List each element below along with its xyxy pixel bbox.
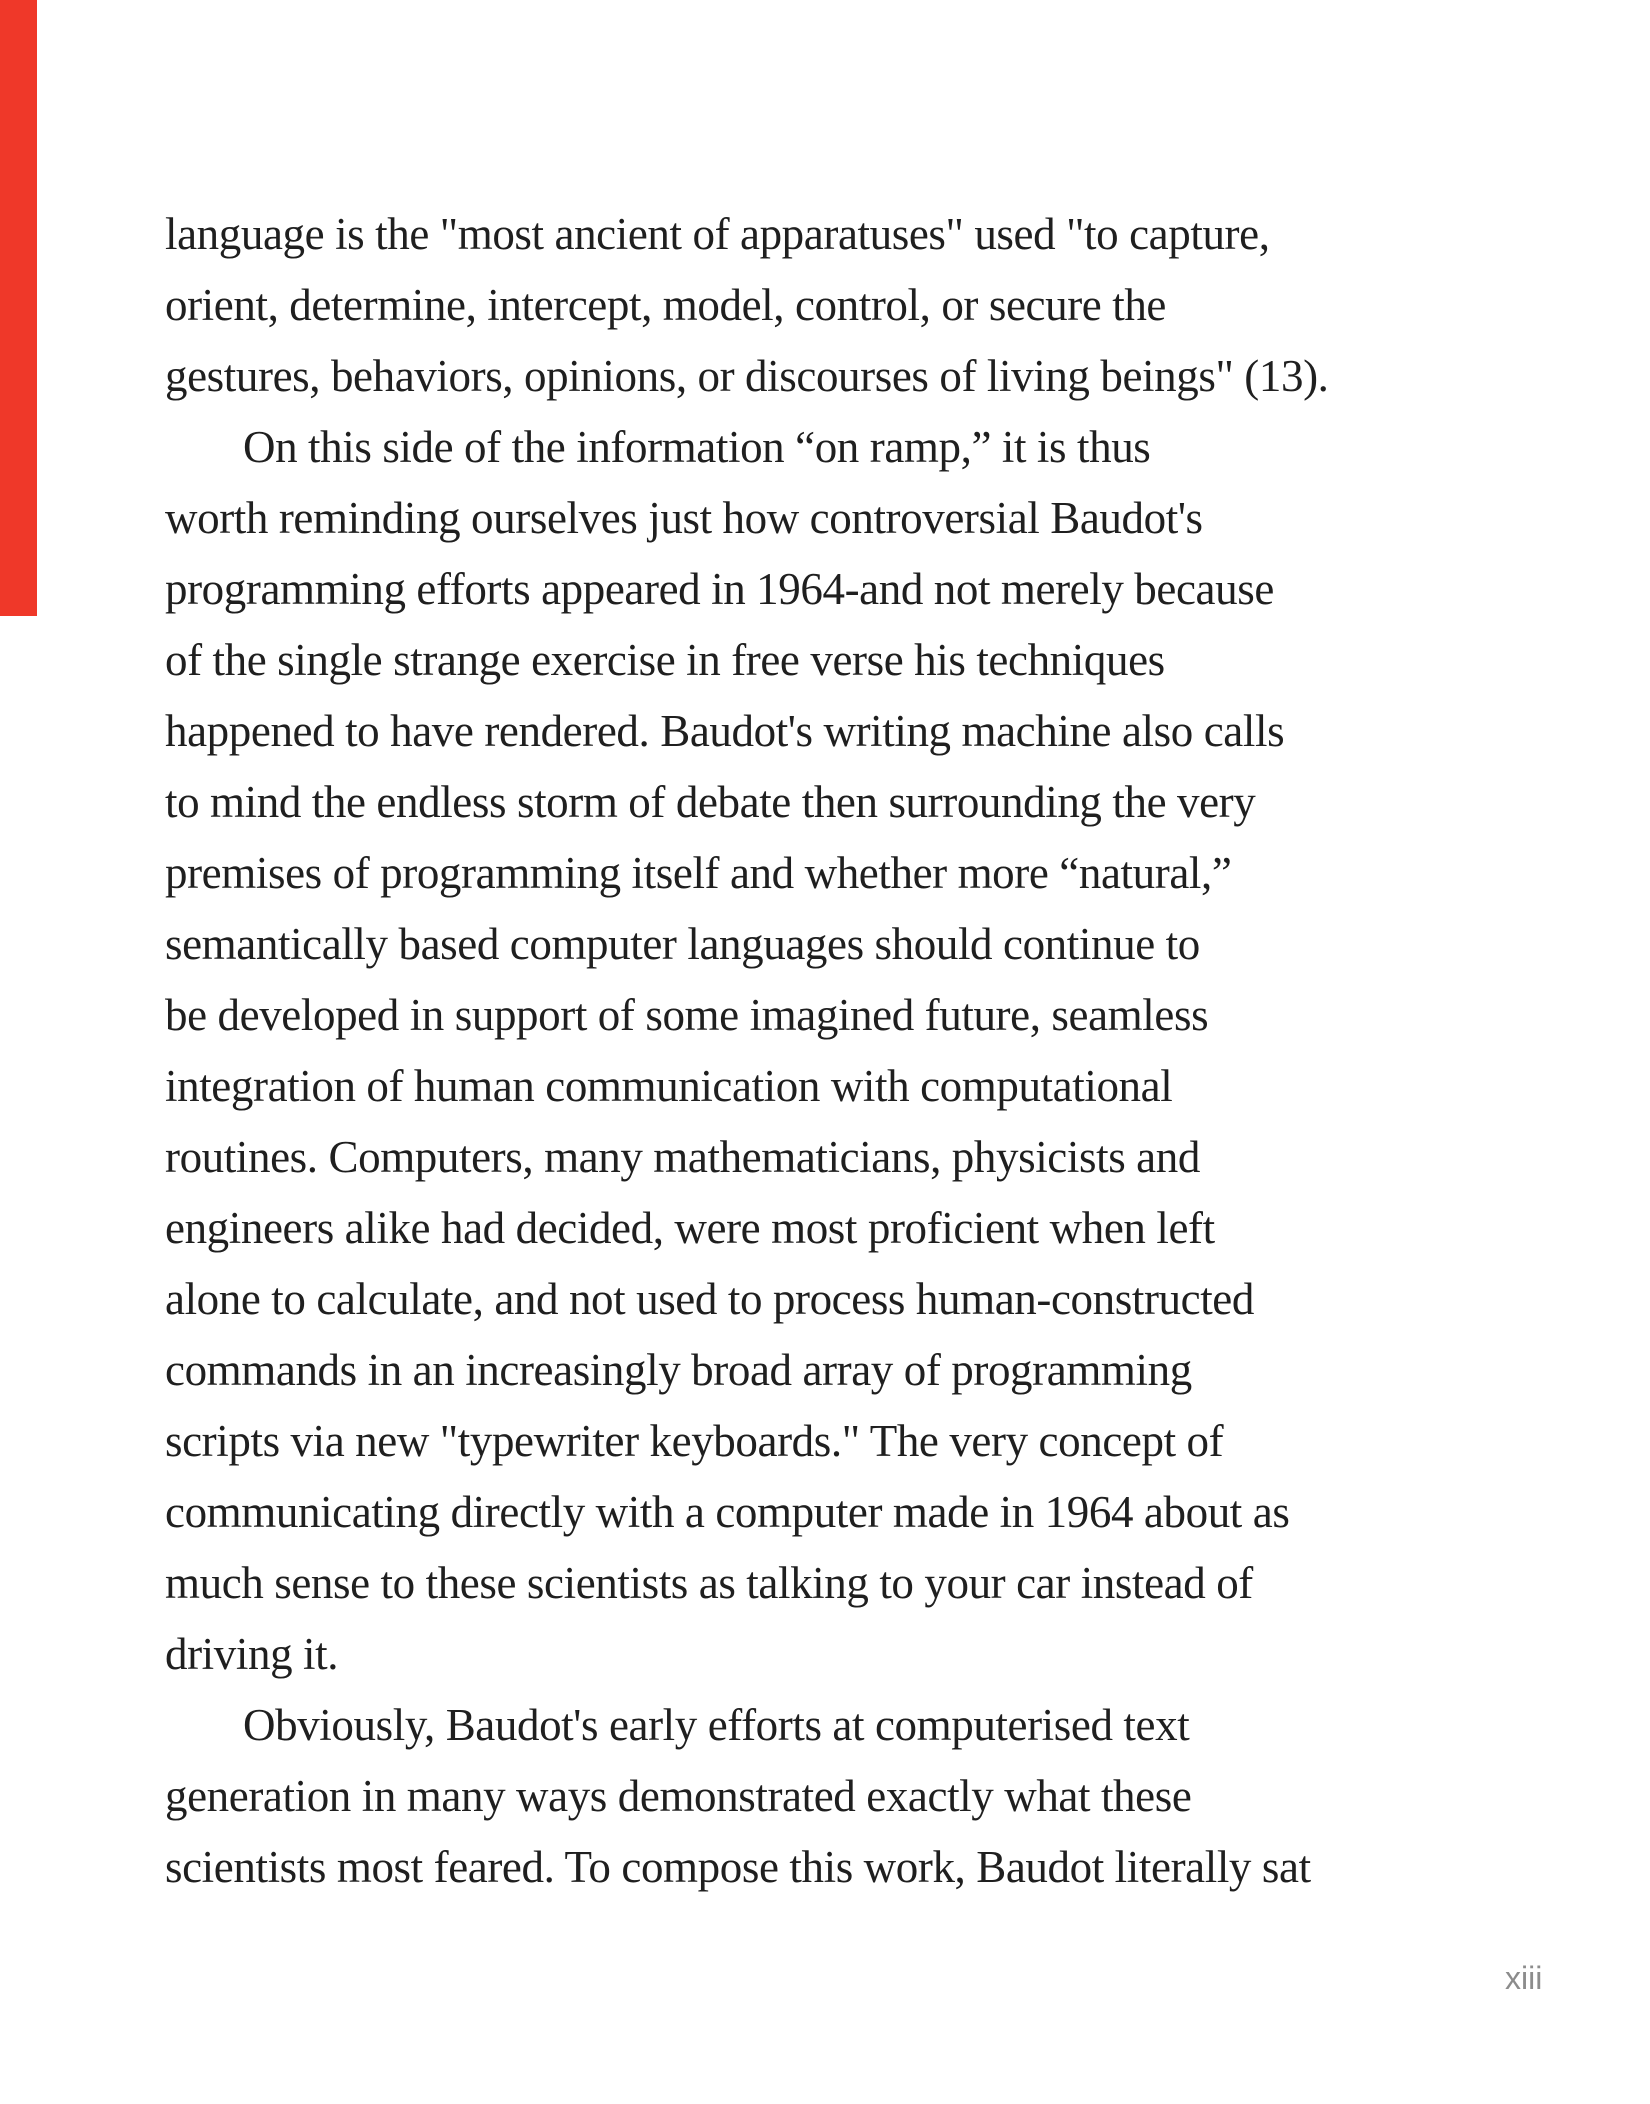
text-line: of the single strange exercise in free verse his techniques	[165, 635, 1165, 685]
text-line: communicating directly with a computer made in 1964 about as	[165, 1487, 1290, 1537]
text-line: gestures, behaviors, opinions, or discourses of living beings" (13).	[165, 351, 1329, 401]
text-line: routines. Computers, many mathematicians, physicists and	[165, 1132, 1200, 1182]
text-line: be developed in support of some imagined future, seamless	[165, 990, 1209, 1040]
text-line: happened to have rendered. Baudot's writing machine also calls	[165, 706, 1285, 756]
text-line: Obviously, Baudot's early efforts at computerised text	[243, 1700, 1190, 1750]
text-line: to mind the endless storm of debate then surrounding the very	[165, 777, 1256, 827]
red-bookmark-ribbon	[0, 0, 37, 616]
text-line: orient, determine, intercept, model, control, or secure the	[165, 280, 1167, 330]
text-line: semantically based computer languages should continue to	[165, 919, 1200, 969]
text-line: much sense to these scientists as talking to your car instead of	[165, 1558, 1253, 1608]
text-line: premises of programming itself and whether more “natural,”	[165, 848, 1232, 898]
text-line: generation in many ways demonstrated exactly what these	[165, 1771, 1192, 1821]
text-line: On this side of the information “on ramp,” it is thus	[243, 422, 1151, 472]
page-text	[165, 199, 1505, 1903]
text-line: worth reminding ourselves just how controversial Baudot's	[165, 493, 1203, 543]
text-line: language is the "most ancient of apparatuses" used "to capture,	[165, 209, 1270, 259]
text-line: scientists most feared. To compose this work, Baudot literally sat	[165, 1842, 1311, 1892]
text-line: alone to calculate, and not used to process human-constructed	[165, 1274, 1254, 1324]
page-number: xiii	[1505, 1960, 1543, 1996]
text-line: scripts via new "typewriter keyboards." The very concept of	[165, 1416, 1224, 1466]
text-line: driving it.	[165, 1629, 339, 1679]
text-line: programming efforts appeared in 1964-and not merely because	[165, 564, 1274, 614]
text-line: integration of human communication with computational	[165, 1061, 1173, 1111]
text-line: engineers alike had decided, were most proficient when left	[165, 1203, 1215, 1253]
text-line: commands in an increasingly broad array of programming	[165, 1345, 1192, 1395]
